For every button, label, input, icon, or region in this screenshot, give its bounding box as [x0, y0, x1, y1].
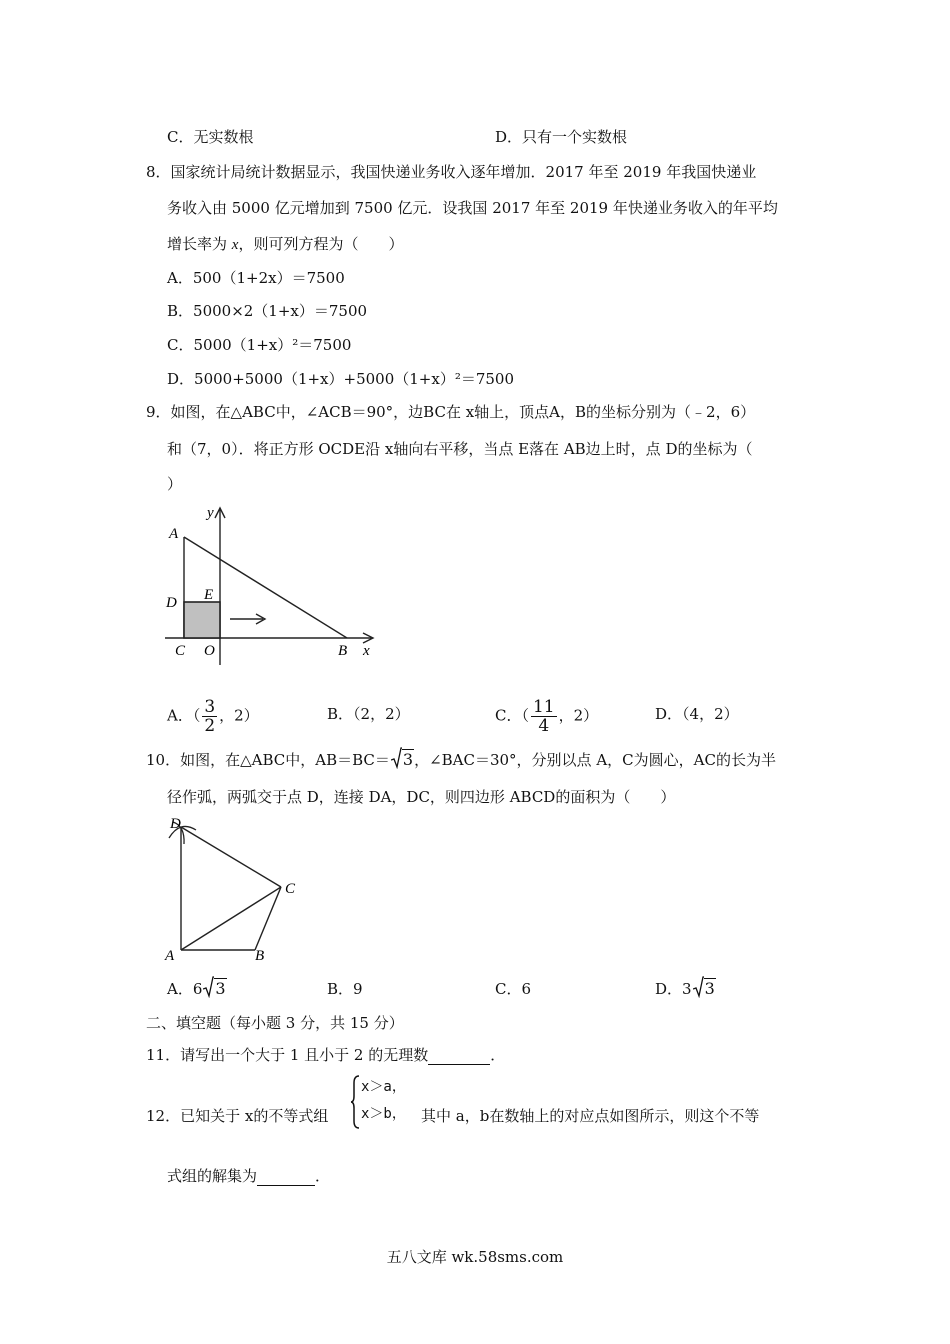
q9-line2: 和（7，0）．将正方形 OCDE沿 x轴向右平移，当点 E落在 AB边上时，点 D的坐标为（ — [167, 440, 753, 458]
section2-title: 二、填空题（每小题 3 分，共 15 分） — [146, 1014, 404, 1032]
q9-option-c-prefix: C．（ — [495, 706, 529, 725]
q10-option-c: C．6 — [495, 980, 532, 998]
q10-label-b: B — [255, 948, 265, 964]
q10-option-d-prefix: D．3 — [655, 980, 692, 998]
q9-label-b: B — [338, 643, 348, 659]
q9-label-e: E — [204, 587, 214, 603]
q10-label-d: D — [170, 816, 181, 832]
q10-label-c: C — [285, 881, 296, 897]
q8-line3-a: 增长率为 — [167, 235, 232, 253]
q10-line1-a: 10．如图，在△ABC中，AB＝BC＝ — [146, 751, 390, 769]
q12-system-2: x＞b， — [361, 1106, 406, 1122]
q9-label-y: y — [207, 505, 214, 521]
q9-label-x: x — [363, 643, 370, 659]
q8-option-a: A．500（1+2x）＝7500 — [167, 269, 345, 287]
q9-line3: ） — [167, 475, 183, 493]
q11 — [146, 1045, 505, 1065]
q10-option-a-rad: 3 — [215, 979, 226, 998]
q11-end: ． — [490, 1046, 506, 1064]
q11-text: 11．请写出一个大于 1 且小于 2 的无理数 — [146, 1046, 429, 1064]
q12-line2-text: 式组的解集为 — [167, 1167, 258, 1185]
q8-option-b: B．5000×2（1+x）＝7500 — [167, 302, 368, 320]
q9-option-c-num: 11 — [532, 697, 555, 717]
q9-line1: 9．如图，在△ABC中，∠ACB＝90°，边BC在 x轴上，顶点A，B的坐标分别为（﹣2，6） — [146, 403, 756, 421]
q9-figure — [160, 500, 390, 665]
q9-label-a: A — [169, 526, 179, 542]
q7-option-d: D．只有一个实数根 — [495, 128, 628, 146]
q9-option-d: D．（4，2） — [655, 705, 739, 723]
q10-option-d-sqrt — [693, 979, 716, 999]
q12-brace — [350, 1075, 360, 1129]
q10-figure — [160, 812, 310, 964]
q9-option-a-prefix: A．（ — [167, 706, 201, 725]
q9-label-d: D — [166, 595, 177, 611]
q10-line1 — [146, 750, 776, 770]
q10-option-d-rad: 3 — [704, 979, 715, 998]
q8-line1: 8．国家统计局统计数据显示，我国快递业务收入逐年增加．2017 年至 2019 年我国快递业 — [146, 163, 757, 181]
footer-text: 五八文库 wk.58sms.com — [386, 1248, 564, 1266]
q10-sqrt-value: 3 — [402, 750, 414, 769]
q8-line3-b: ，则可列方程为（ ） — [238, 235, 404, 253]
q9-option-a-suffix: ，2） — [219, 706, 259, 725]
q10-label-a: A — [165, 948, 175, 964]
q12-end: ． — [315, 1167, 331, 1185]
q12-answer-blank[interactable] — [257, 1169, 315, 1186]
q8-option-c: C．5000（1+x）²＝7500 — [167, 336, 352, 354]
q10-side-cb — [255, 887, 281, 950]
q12-line2 — [167, 1166, 330, 1186]
q9-option-a-den: 2 — [204, 716, 216, 736]
q8-variable: x — [231, 237, 239, 253]
q9-label-c: C — [175, 643, 186, 659]
q9-option-a-num: 3 — [204, 697, 216, 717]
q10-line2: 径作弧，两弧交于点 D，连接 DA，DC，则四边形 ABCD的面积为（ ） — [167, 788, 676, 806]
q9-option-a-fraction — [202, 698, 217, 735]
q10-option-a-prefix: A．6 — [167, 980, 203, 998]
q9-option-a — [167, 698, 259, 735]
q9-option-c-suffix: ，2） — [558, 706, 599, 725]
q9-label-o: O — [204, 643, 215, 659]
q10-option-b: B．9 — [327, 980, 363, 998]
q10-option-a-sqrt — [203, 979, 226, 999]
q10-line1-b: ，∠BAC＝30°，分别以点 A，C为圆心，AC的长为半 — [414, 751, 776, 769]
q10-sqrt — [391, 750, 414, 770]
q9-option-c-fraction — [531, 698, 557, 735]
q10-diagonal-ac — [181, 887, 281, 950]
q11-answer-blank[interactable] — [428, 1048, 490, 1065]
q9-square — [184, 602, 220, 638]
q12-suffix: 其中 a，b在数轴上的对应点如图所示，则这个不等 — [421, 1107, 760, 1125]
q9-option-c — [495, 698, 598, 735]
q12-prefix: 12．已知关于 x的不等式组 — [146, 1107, 329, 1125]
q12-system-1: x＞a， — [361, 1079, 406, 1095]
q8-option-d: D．5000+5000（1+x）+5000（1+x）²＝7500 — [167, 370, 515, 388]
q9-option-b: B．（2，2） — [327, 705, 410, 723]
q8-line2: 务收入由 5000 亿元增加到 7500 亿元．设我国 2017 年至 2019 年快递业务收入的年平均 — [167, 199, 778, 217]
q9-option-c-den: 4 — [538, 716, 550, 736]
q7-option-c: C．无实数根 — [167, 128, 254, 146]
q10-option-d — [655, 979, 716, 999]
q10-side-dc — [181, 827, 281, 887]
q8-line3 — [167, 234, 403, 255]
q10-option-a — [167, 979, 227, 999]
